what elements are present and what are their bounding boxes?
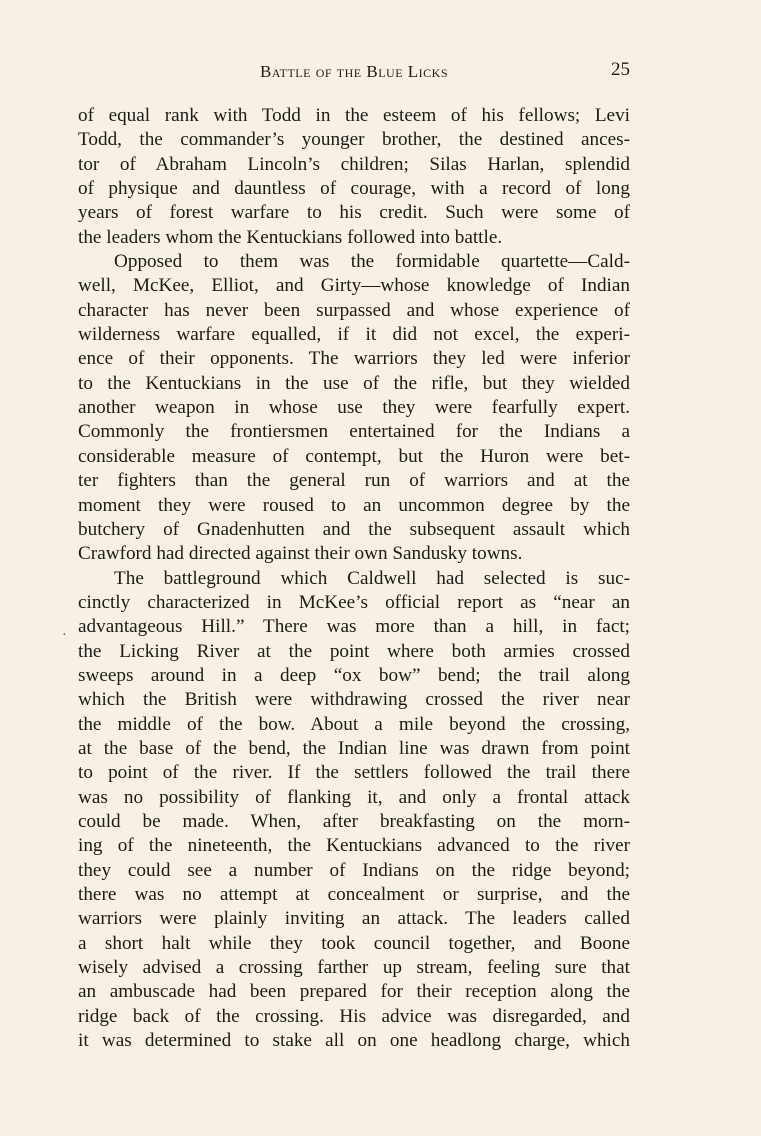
text-line: ing of the nineteenth, the Kentuckians advanced to the river [78,835,630,857]
text-line: moment they were roused to an uncommon degree by the [78,494,630,516]
text-line: was no possibility of flanking it, and only a frontal attack [78,786,630,808]
text-line: wisely advised a crossing farther up stream, feeling sure that [78,957,630,979]
text-line: of equal rank with Todd in the esteem of his fellows; Levi [78,105,630,126]
margin-mark: · [62,628,67,643]
text-line: to point of the river. If the settlers followed the trail there [78,762,630,784]
text-line: butchery of Gnadenhutten and the subsequent assault which [78,518,630,540]
text-line: warriors were plainly inviting an attack. The leaders called [78,908,630,930]
text-line: Opposed to them was the formidable quartette—Cald- [114,251,630,273]
text-line: the Licking River at the point where both armies crossed [78,640,630,662]
text-line: ridge back of the crossing. His advice was disregarded, and [78,1005,630,1027]
body-text [78,104,630,1053]
text-line: at the base of the bend, the Indian line was drawn from point [78,737,630,759]
text-line: cinctly characterized in McKee’s official report as “near an [78,591,630,613]
text-line: ter fighters than the general run of warriors and at the [78,470,630,492]
text-line: they could see a number of Indians on the ridge beyond; [78,859,630,881]
text-line: of physique and dauntless of courage, with a record of long [78,178,630,200]
text-line: there was no attempt at concealment or surprise, and the [78,884,630,905]
page-header [78,59,630,88]
text-line: could be made. When, after breakfasting on the morn- [78,810,630,832]
running-head: Battle of the Blue Licks [259,62,449,81]
paragraph [78,104,630,250]
text-line: ence of their opponents. The warriors they led were inferior [78,348,630,370]
text-line: considerable measure of contempt, but the Huron were bet- [78,445,630,467]
paragraph [78,250,630,566]
page-number: 25 [611,59,630,80]
text-line: years of forest warfare to his credit. Such were some of [78,202,630,224]
text-line: another weapon in whose use they were fearfully expert. [78,397,630,419]
text-line: character has never been surpassed and whose experience of [78,299,630,321]
text-line: the leaders whom the Kentuckians followed into battle. [78,226,503,248]
text-line: a short halt while they took council together, and Boone [78,932,630,954]
text-line: an ambuscade had been prepared for their reception along the [78,981,630,1003]
paragraph [78,567,630,1054]
text-line: tor of Abraham Lincoln’s children; Silas Harlan, splendid [78,153,630,175]
text-line: advantageous Hill.” There was more than a hill, in fact; [78,616,630,638]
text-line: The battleground which Caldwell had selected is suc- [114,567,630,589]
text-line: wilderness warfare equalled, if it did not excel, the experi- [78,324,630,346]
text-line: Todd, the commander’s younger brother, the destined ances- [78,129,630,151]
text-line: Crawford had directed against their own Sandusky towns. [78,543,523,565]
text-line: the middle of the bow. About a mile beyond the crossing, [78,713,630,735]
text-line: which the British were withdrawing crossed the river near [78,689,630,711]
text-line: it was determined to stake all on one headlong charge, which [78,1030,630,1052]
text-line: sweeps around in a deep “ox bow” bend; the trail along [78,664,630,686]
text-line: Commonly the frontiersmen entertained for the Indians a [78,421,630,443]
text-line: to the Kentuckians in the use of the rifle, but they wielded [78,372,630,394]
text-line: well, McKee, Elliot, and Girty—whose knowledge of Indian [78,275,630,297]
